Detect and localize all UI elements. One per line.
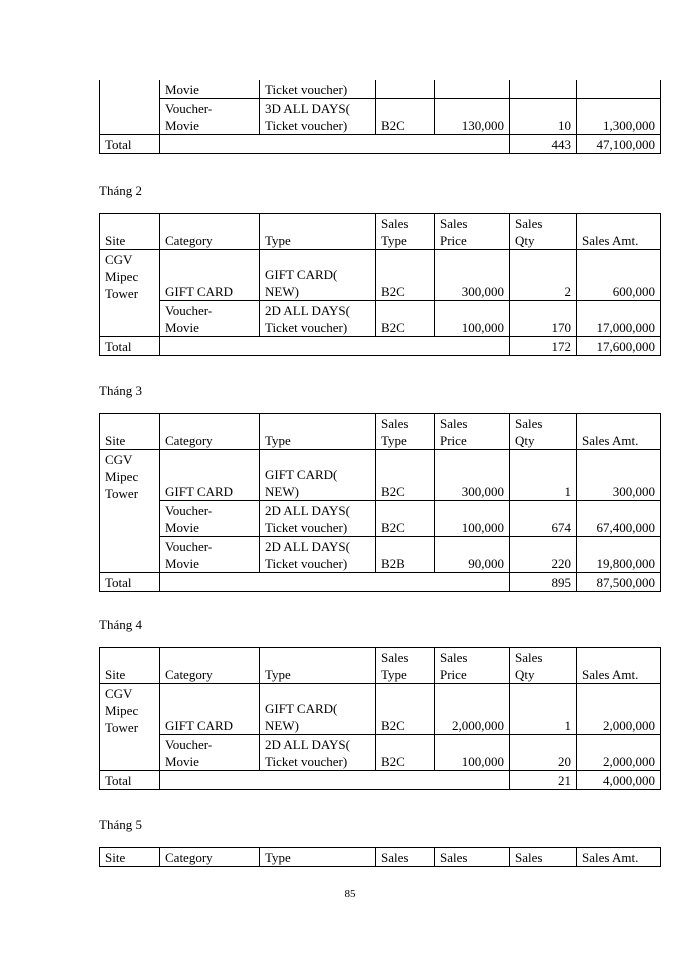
- sales-type-cell: B2B: [376, 537, 435, 573]
- sales-type-cell: [376, 80, 435, 99]
- table-row: [100, 301, 661, 337]
- page-number: 85: [344, 888, 356, 900]
- header-site: Site: [100, 414, 160, 450]
- total-spacer: [160, 573, 510, 592]
- site-cell: [100, 80, 160, 99]
- total-amt: 87,500,000: [577, 573, 661, 592]
- header-sales-qty: Sales Qty: [510, 214, 577, 250]
- month-title: Tháng 4: [99, 617, 142, 632]
- total-qty: 21: [510, 771, 577, 790]
- sales-amt-cell: 19,800,000: [577, 537, 661, 573]
- sales-amt-cell: 300,000: [577, 450, 661, 501]
- table-row: [100, 450, 661, 501]
- sales-type-cell: B2C: [376, 735, 435, 771]
- type-cell: GIFT CARD( NEW): [260, 684, 376, 735]
- header-sales-amt: Sales Amt.: [577, 414, 661, 450]
- category-cell: GIFT CARD: [160, 450, 260, 501]
- total-label: Total: [100, 337, 160, 356]
- sales-qty-cell: 170: [510, 301, 577, 337]
- sales-table-month-4: [99, 647, 661, 790]
- site-cell: CGV Mipec Tower: [100, 450, 160, 573]
- header-sales-qty: Sales: [510, 848, 577, 867]
- sales-table-month-5: [99, 847, 661, 867]
- category-cell: Voucher- Movie: [160, 537, 260, 573]
- type-cell: 2D ALL DAYS( Ticket voucher): [260, 301, 376, 337]
- sales-price-cell: 90,000: [435, 537, 510, 573]
- table-row: [100, 80, 661, 99]
- header-sales-amt: Sales Amt.: [577, 848, 661, 867]
- sales-type-cell: B2C: [376, 99, 435, 135]
- category-cell: GIFT CARD: [160, 684, 260, 735]
- total-label: Total: [100, 771, 160, 790]
- total-row: [100, 337, 661, 356]
- total-spacer: [160, 337, 510, 356]
- table-row: [100, 99, 661, 135]
- sales-amt-cell: [577, 80, 661, 99]
- total-row: [100, 573, 661, 592]
- header-sales-price: Sales Price: [435, 648, 510, 684]
- sales-amt-cell: 2,000,000: [577, 684, 661, 735]
- header-row: [100, 214, 661, 250]
- sales-amt-cell: 67,400,000: [577, 501, 661, 537]
- sales-amt-cell: 17,000,000: [577, 301, 661, 337]
- sales-qty-cell: 20: [510, 735, 577, 771]
- sales-type-cell: B2C: [376, 250, 435, 301]
- total-qty: 443: [510, 135, 577, 154]
- header-site: Site: [100, 648, 160, 684]
- sales-qty-cell: 2: [510, 250, 577, 301]
- category-cell: Voucher- Movie: [160, 301, 260, 337]
- table-row: [100, 501, 661, 537]
- sales-type-cell: B2C: [376, 684, 435, 735]
- header-sales-amt: Sales Amt.: [577, 648, 661, 684]
- sales-price-cell: 130,000: [435, 99, 510, 135]
- category-cell: Movie: [160, 80, 260, 99]
- site-cell: CGV Mipec Tower: [100, 250, 160, 337]
- sales-amt-cell: 2,000,000: [577, 735, 661, 771]
- header-row: [100, 848, 661, 867]
- sales-type-cell: B2C: [376, 501, 435, 537]
- sales-qty-cell: 220: [510, 537, 577, 573]
- category-cell: Voucher- Movie: [160, 99, 260, 135]
- header-category: Category: [160, 214, 260, 250]
- site-cell: [100, 99, 160, 135]
- type-cell: 2D ALL DAYS( Ticket voucher): [260, 501, 376, 537]
- header-sales-price: Sales: [435, 848, 510, 867]
- total-amt: 17,600,000: [577, 337, 661, 356]
- sales-price-cell: 2,000,000: [435, 684, 510, 735]
- total-row: [100, 771, 661, 790]
- category-cell: Voucher- Movie: [160, 735, 260, 771]
- sales-amt-cell: 600,000: [577, 250, 661, 301]
- month-title: Tháng 5: [99, 817, 142, 832]
- total-amt: 4,000,000: [577, 771, 661, 790]
- table-row: [100, 537, 661, 573]
- type-cell: 2D ALL DAYS( Ticket voucher): [260, 537, 376, 573]
- sales-qty-cell: 674: [510, 501, 577, 537]
- header-sales-type: Sales: [376, 848, 435, 867]
- month-title: Tháng 2: [99, 183, 142, 198]
- header-sales-price: Sales Price: [435, 214, 510, 250]
- sales-table-month-3: [99, 413, 661, 592]
- sales-price-cell: 100,000: [435, 301, 510, 337]
- table-row: [100, 684, 661, 735]
- sales-qty-cell: 10: [510, 99, 577, 135]
- header-type: Type: [260, 648, 376, 684]
- header-sales-price: Sales Price: [435, 414, 510, 450]
- month-title: Tháng 3: [99, 383, 142, 398]
- table-row: [100, 735, 661, 771]
- sales-price-cell: [435, 80, 510, 99]
- sales-table-month-2: [99, 213, 661, 356]
- type-cell: GIFT CARD( NEW): [260, 450, 376, 501]
- header-sales-qty: Sales Qty: [510, 648, 577, 684]
- header-row: [100, 414, 661, 450]
- total-spacer: [160, 771, 510, 790]
- header-site: Site: [100, 848, 160, 867]
- sales-price-cell: 300,000: [435, 250, 510, 301]
- type-cell: 2D ALL DAYS( Ticket voucher): [260, 735, 376, 771]
- category-cell: GIFT CARD: [160, 250, 260, 301]
- type-cell: 3D ALL DAYS( Ticket voucher): [260, 99, 376, 135]
- sales-price-cell: 100,000: [435, 501, 510, 537]
- header-category: Category: [160, 648, 260, 684]
- header-site: Site: [100, 214, 160, 250]
- sales-price-cell: 100,000: [435, 735, 510, 771]
- total-qty: 895: [510, 573, 577, 592]
- header-row: [100, 648, 661, 684]
- header-category: Category: [160, 848, 260, 867]
- total-amt: 47,100,000: [577, 135, 661, 154]
- continued-sales-table: [99, 80, 661, 154]
- type-cell: Ticket voucher): [260, 80, 376, 99]
- sales-qty-cell: 1: [510, 684, 577, 735]
- header-sales-type: Sales Type: [376, 414, 435, 450]
- header-sales-qty: Sales Qty: [510, 414, 577, 450]
- header-category: Category: [160, 414, 260, 450]
- table-row: [100, 250, 661, 301]
- total-qty: 172: [510, 337, 577, 356]
- sales-amt-cell: 1,300,000: [577, 99, 661, 135]
- total-row: [100, 135, 661, 154]
- sales-type-cell: B2C: [376, 301, 435, 337]
- total-label: Total: [100, 573, 160, 592]
- header-sales-type: Sales Type: [376, 214, 435, 250]
- sales-type-cell: B2C: [376, 450, 435, 501]
- sales-qty-cell: 1: [510, 450, 577, 501]
- sales-price-cell: 300,000: [435, 450, 510, 501]
- header-type: Type: [260, 214, 376, 250]
- header-type: Type: [260, 414, 376, 450]
- category-cell: Voucher- Movie: [160, 501, 260, 537]
- header-sales-type: Sales Type: [376, 648, 435, 684]
- site-cell: CGV Mipec Tower: [100, 684, 160, 771]
- type-cell: GIFT CARD( NEW): [260, 250, 376, 301]
- header-type: Type: [260, 848, 376, 867]
- total-spacer: [160, 135, 510, 154]
- header-sales-amt: Sales Amt.: [577, 214, 661, 250]
- sales-qty-cell: [510, 80, 577, 99]
- total-label: Total: [100, 135, 160, 154]
